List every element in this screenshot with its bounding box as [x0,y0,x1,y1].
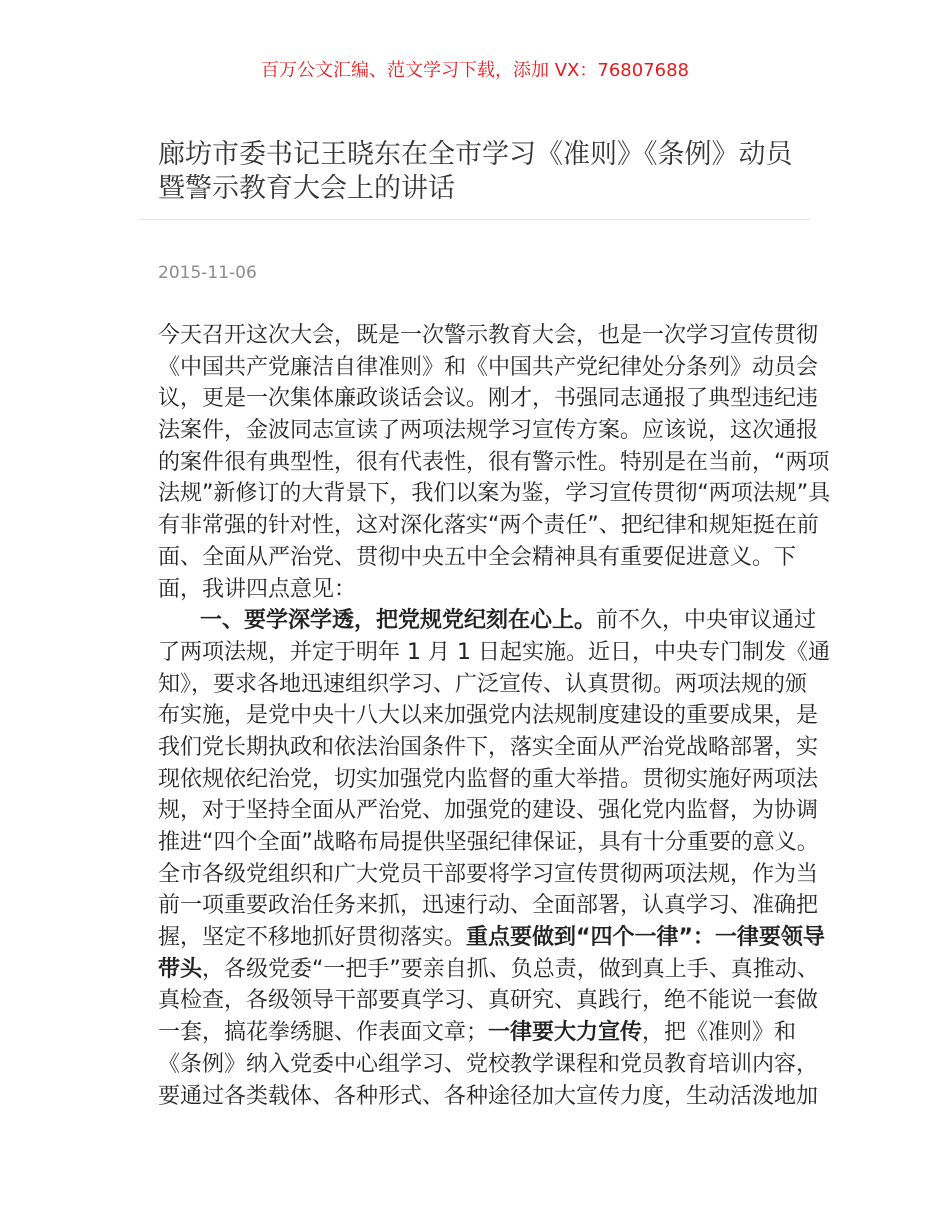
text-segment: 真检查，各级领导干部要真学习、真研究、真践行，绝不能说一套做 [158,988,819,1014]
text-line [158,922,825,954]
text-line [158,795,819,827]
text-segment: 面、全面从严治党、贯彻中央五中全会精神具有重要促进意义。下 [158,544,797,570]
text-segment: 知》，要求各地迅速组织学习、广泛宣传、认真贯彻。两项法规的颁 [158,671,808,697]
title-line: 廊坊市委书记王晓东在全市学习《准则》《条例》动员 [158,139,793,170]
text-line [158,859,819,891]
bold-text: 带头 [158,956,203,982]
bold-text: 一、要学深学透，把党规党纪刻在心上。 [200,608,597,634]
text-segment: 法案件，金波同志宣读了两项法规学习宣传方案。应该说，这次通报 [158,418,819,444]
article-title [158,138,798,206]
text-segment: 握，坚定不移地抓好贯彻落实。 [158,925,467,951]
text-line [158,1081,819,1113]
bold-text: 一律要大力宣传 [488,1020,643,1046]
text-segment: 我们党长期执政和依法治国条件下，落实全面从严治党战略部署，实 [158,734,819,760]
text-line [158,764,819,796]
text-line [158,1017,797,1049]
text-segment: 前一项重要政治任务来抓，迅速行动、全面部署，认真学习、准确把 [158,893,819,919]
text-line [158,732,819,764]
text-line [158,637,830,669]
text-segment: 有非常强的针对性，这对深化落实“两个责任”、把纪律和规矩挺在前 [158,513,819,539]
text-segment: 的案件很有典型性，很有代表性，很有警示性。特别是在当前，“两项 [158,449,830,475]
text-segment: 《条例》纳入党委中心组学习、党校教学课程和党员教育培训内容， [158,1051,819,1077]
text-line [158,447,830,479]
text-segment: 规，对于坚持全面从严治党、加强党的建设、强化党内监督，为协调 [158,798,819,824]
text-segment: 布实施，是党中央十八大以来加强党内法规制度建设的重要成果，是 [158,703,819,729]
text-line [158,383,819,415]
text-line [158,510,819,542]
text-line [158,478,831,510]
text-line [158,605,817,637]
text-segment: 议，更是一次集体廉政谈话会议。刚才，书强同志通报了典型违纪违 [158,386,819,412]
text-segment: ，各级党委“一把手”要亲自抓、负总责，做到真上手、真推动、 [202,956,819,982]
text-segment: 《中国共产党廉洁自律准则》和《中国共产党纪律处分条列》动员会 [158,354,819,380]
text-line [158,542,797,574]
download-banner: 百万公文汇编、范文学习下载，添加 VX：76807688 [261,60,689,81]
article-body [158,320,831,1112]
text-line [158,574,792,606]
title-divider [140,219,810,220]
text-line [158,890,819,922]
text-segment: 前不久，中央审议通过 [596,608,817,634]
text-line [158,320,819,352]
text-line [158,352,819,384]
text-segment: 面，我讲四点意见： [158,576,357,602]
text-segment: ，把《准则》和 [642,1020,797,1046]
text-line [158,1049,819,1081]
text-line [158,827,819,859]
text-segment: 今天召开这次大会，既是一次警示教育大会，也是一次学习宣传贯彻 [158,323,819,348]
text-line [158,700,819,732]
text-segment: 推进“四个全面”战略布局提供坚强纪律保证，具有十分重要的意义。 [158,830,819,855]
text-line [158,415,819,447]
publish-date: 2015-11-06 [158,263,257,283]
text-line [158,954,819,986]
text-segment: 现依规依纪治党，切实加强党内监督的重大举措。贯彻实施好两项法 [158,766,819,792]
text-segment: 要通过各类载体、各种形式、各种途径加大宣传力度，生动活泼地加 [158,1083,819,1109]
text-segment: 了两项法规，并定于明年 1 月 1 日起实施。近日，中央专门制发《通 [158,639,830,665]
text-segment: 法规”新修订的大背景下，我们以案为鉴，学习宣传贯彻“两项法规”具 [158,481,831,507]
text-segment: 全市各级党组织和广大党员干部要将学习宣传贯彻两项法规，作为当 [158,861,819,887]
text-line [158,669,808,701]
title-line: 暨警示教育大会上的讲话 [158,173,455,204]
text-segment: 一套，搞花拳绣腿、作表面文章； [158,1020,489,1046]
text-line [158,985,819,1017]
bold-text: 重点要做到“四个一律”：一律要领导 [466,925,825,951]
